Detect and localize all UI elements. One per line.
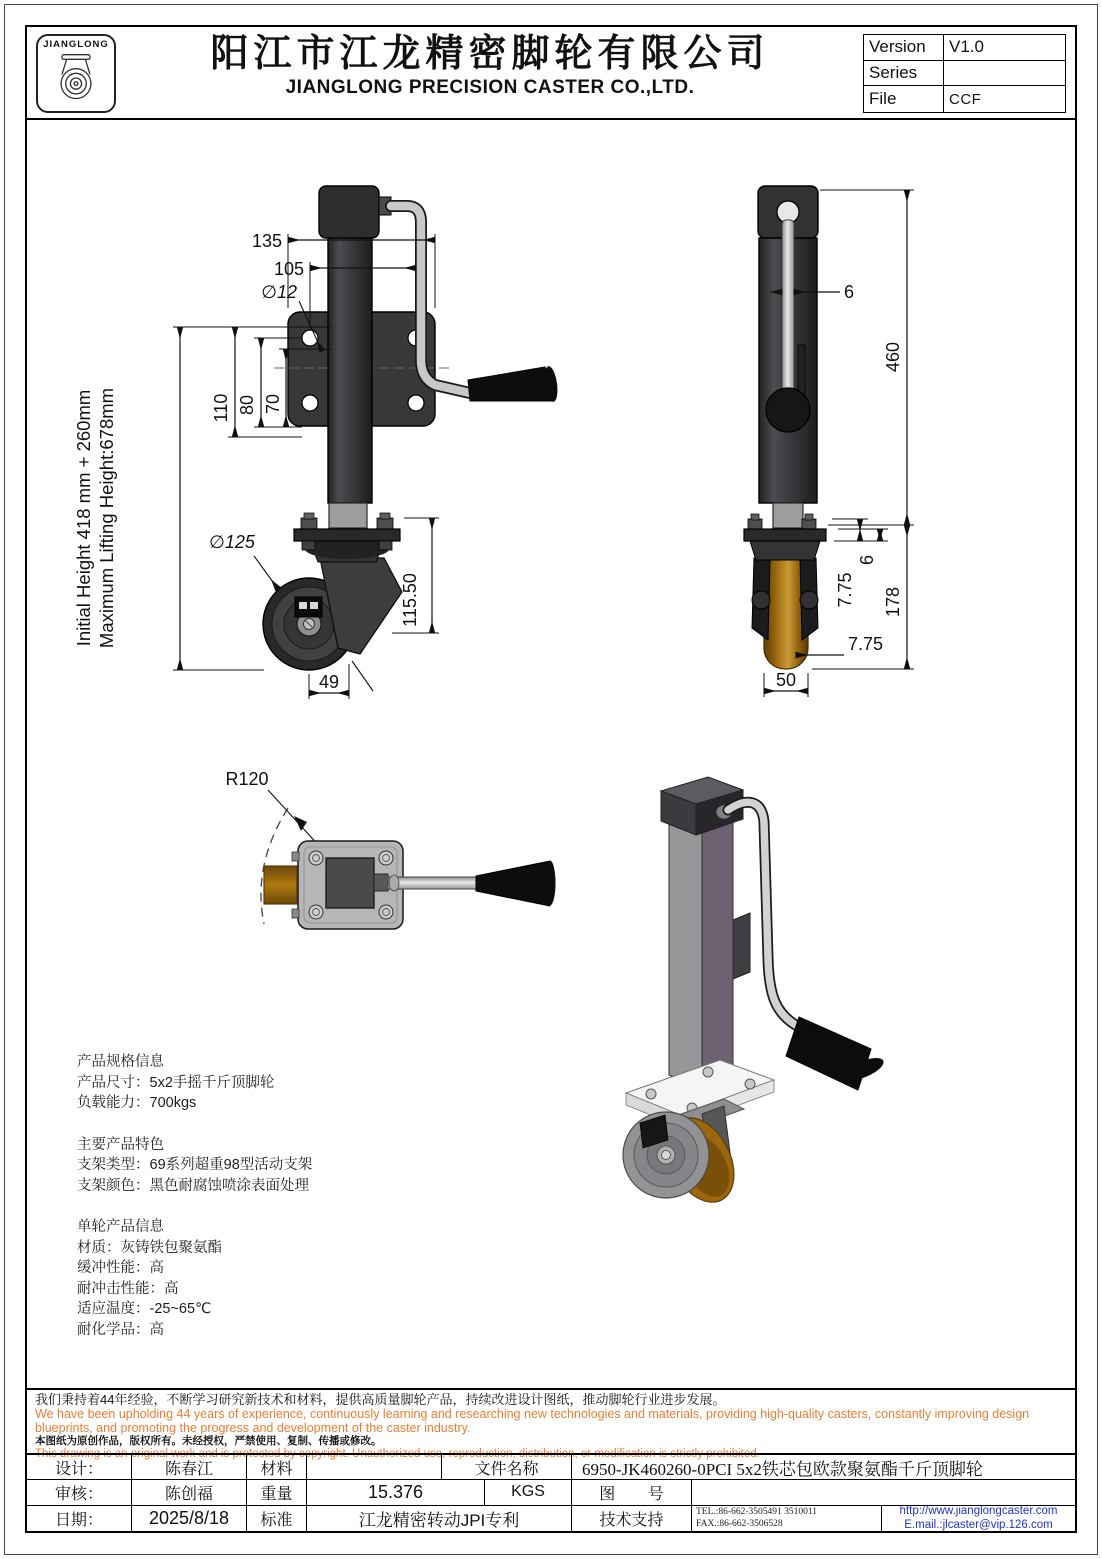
product-specs [77,1052,497,1340]
dim-460: 460 [883,341,903,373]
dim-775-mid: 7.75 [848,634,884,654]
dim-70: 70 [263,393,283,415]
file-label: File [864,86,944,112]
spec-line: 耐冲击性能：高 [77,1280,179,1297]
top-handle-rod [388,877,476,889]
inner-tube [329,503,367,528]
website-link[interactable]: http://www.jianglongcaster.com [899,1505,1058,1518]
logo-wordmark: JIANGLONG [43,39,109,50]
swivel-wheel-assembly [263,513,402,670]
disclaimer-en-2: This drawing is an original work and is protected by copyright. Unauthorized use, reproduction, distribution, or modification is strictly prohibited. [35,1448,760,1460]
spec-section2-title: 主要产品特色 [77,1136,164,1153]
company-name-en: JIANGLONG PRECISION CASTER CO.,LTD. [285,77,695,98]
dim-178: 178 [883,586,903,618]
standard-label: 标准 [247,1506,307,1531]
dim-hole-dia: ∅12 [261,282,297,302]
bottom-plate [294,529,400,541]
disclaimer-en-1: We have been upholding 44 years of experience, continuously learning and researching new technologies and materials, providing high-quality casters, constantly improving design blueprints, and promoting the progress and development of the caster industry. [35,1407,1030,1435]
top-wheel-edge [264,866,297,904]
review-label: 审核： [27,1480,132,1505]
side-inner-tube [773,503,803,528]
front-note-line1: Initial Height 418 mm + 260mm [73,389,94,647]
fax-line: FAX.:86-662-3506528 [696,1519,783,1530]
design-label: 设计： [27,1455,132,1480]
date-value: 2025/8/18 [132,1506,247,1531]
arc-arrow [294,816,307,831]
front-dimensions [73,231,439,699]
dim-110: 110 [211,393,231,423]
crank-grip [468,367,554,401]
title-block [25,1453,1077,1533]
drawing-area [25,120,1077,1388]
spec-line: 适应温度：-25~65℃ [77,1301,212,1317]
contact-web [882,1506,1075,1531]
column-cap [319,186,379,238]
weight-value: 15.376 [307,1480,485,1505]
support-label: 技术支持 [572,1506,692,1531]
top-view [225,769,555,929]
spec-line: 负载能力：700kgs [77,1095,197,1111]
company-name-cn: 阳江市江龙精密脚轮有限公司 [210,33,770,75]
spec-line: 材质：灰铸铁包聚氨酯 [77,1239,222,1256]
side-view [744,186,914,697]
file-name-value: 6950-JK460260-0PCI 5x2铁芯包欧款聚氨酯千斤顶脚轮 [572,1455,1075,1480]
review-value: 陈创福 [132,1480,247,1505]
spec-line: 支架类型：69系列超重98型活动支架 [77,1157,313,1173]
side-wheel-assembly [744,514,826,669]
side-bottom-plate [744,529,826,541]
dim-rod-6: 6 [844,282,855,302]
isometric-view [623,777,886,1213]
top-grip [476,861,550,906]
handle-coupler [374,874,388,891]
series-label: Series [864,61,944,87]
design-value: 陈春江 [132,1455,247,1480]
drawing-no-label: 图 号 [572,1480,692,1505]
dim-6-plate: 6 [857,554,877,566]
material-value [307,1455,442,1480]
spec-line: 产品尺寸：5x2手摇千斤顶脚轮 [77,1074,275,1091]
date-label: 日期： [27,1506,132,1531]
spec-line: 缓冲性能：高 [77,1260,164,1276]
side-swivel [750,541,820,560]
standard-value: 江龙精密转动JPI专利 [307,1506,572,1531]
front-note-line2: Maximum Lifting Height:678mm [96,387,117,649]
file-name-label: 文件名称 [442,1455,572,1480]
email-link[interactable]: E.mail.:jlcaster@vip.126.com [904,1519,1053,1531]
iso-column-left [669,819,702,1089]
iso-column-right [702,821,733,1089]
disclaimer-section [25,1388,1077,1460]
dim-49: 49 [318,672,340,692]
disclaimer-cn-1: 我们秉持着44年经验，不断学习研究新技术和材料，提供高质量脚轮产品，持续改进设计图纸，推动脚轮行业进步发展。 [35,1392,726,1407]
dim-115-50: 115.50 [400,573,420,627]
dim-80: 80 [237,394,257,416]
jack-column [328,236,372,503]
dim-775-top: 7.75 [835,572,855,608]
dim-135: 135 [251,231,282,251]
version-label: Version [864,35,944,61]
spec-line: 耐化学品：高 [77,1321,164,1338]
top-column-section [326,858,374,908]
iso-clip [733,913,750,979]
lift-screw-rod [782,220,794,410]
file-value: CCF [949,90,982,108]
spec-section1-title: 产品规格信息 [77,1054,164,1070]
dim-50: 50 [775,670,797,690]
weight-unit: KGS [485,1480,572,1505]
weight-label: 重量 [247,1480,307,1505]
version-value: V1.0 [944,35,1065,61]
dim-105: 105 [273,259,304,279]
tel-line: TEL.:86-662-3505491 3510011 [696,1507,818,1518]
side-knob [766,388,810,432]
spec-section3-title: 单轮产品信息 [77,1219,164,1235]
iso-crank [728,802,886,1090]
spec-line: 支架颜色：黑色耐腐蚀喷涂表面处理 [77,1177,309,1194]
disclaimer-cn-2: 本图纸为原创作品，版权所有。未经授权，严禁使用、复制、传播或修改。 [35,1435,382,1447]
material-label: 材料 [247,1455,307,1480]
contact-tel-fax [692,1506,882,1531]
front-view [73,186,559,699]
dim-r120: R120 [225,769,269,789]
drawing-no-value [692,1480,1075,1505]
dim-wheel-dia: ∅125 [209,532,255,552]
